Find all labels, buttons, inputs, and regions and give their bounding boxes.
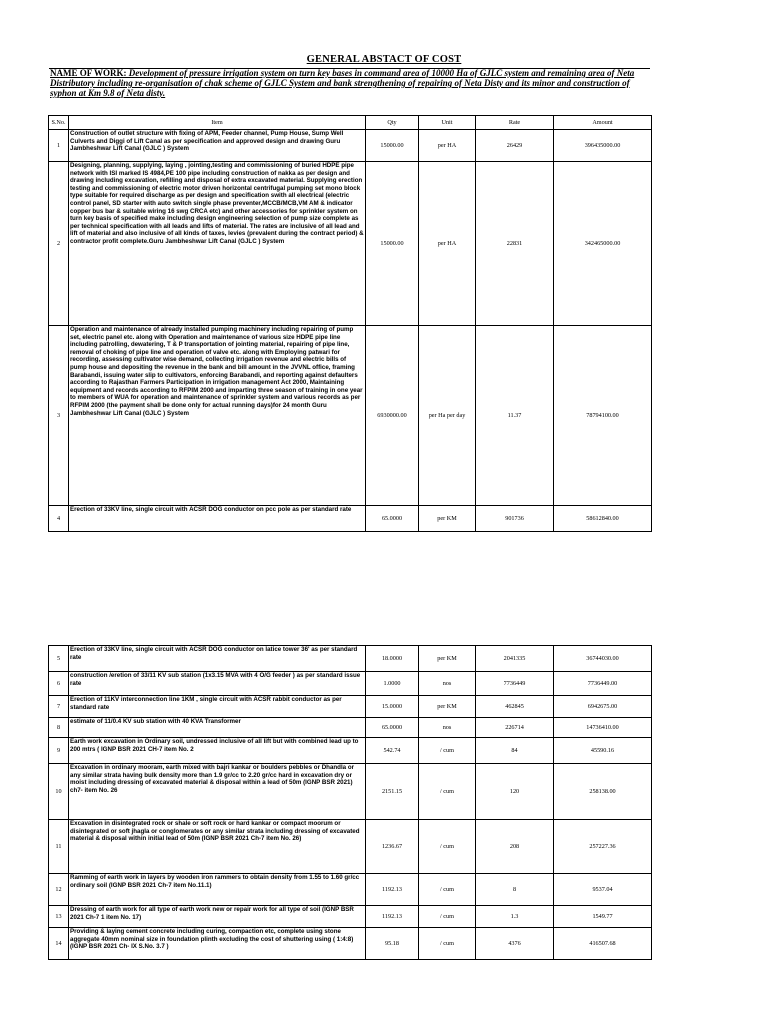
row-unit: / cum (419, 928, 476, 960)
row-unit: per KM (419, 506, 476, 532)
row-unit: / cum (419, 738, 476, 764)
row-sno: 8 (49, 718, 69, 738)
row-sno: 11 (49, 820, 69, 874)
row-qty: 15000.00 (366, 162, 419, 326)
row-rate: 226714 (476, 718, 554, 738)
header-amount: Amount (554, 116, 652, 130)
header-unit: Unit (419, 116, 476, 130)
row-item: Operation and maintenance of already installed pumping machinery including repairing of pump set, electric panel etc. along with Operation and maintenance of various size HDPE pipe line including patrolling, dewatering, T & P transportation of jointing material, repairing of pipe line, removal of choking of pipe line and operation of valve etc. along with Employing patwari for recording, assessing cultivator wise demand, collecting irrigation revenue and electric bills of pump house and depositing the revenue in the bank and bill amount in the JVVNL office, framing Barabandi, issuing water slip to cultivators, enforcing Barabandi, and reporting against defaulters according to Rajasthan Farmers Participation in irrigation management Act 2000, Maintaining equipment and records according to RFPIM 2000 and imparting three season of training in one year to members of WUA for operation and maintenance of sprinkler system and various records as per RFPIM 2000 (the payment shall be done only for actual running days)for 24 month Guru Jambheshwar Lift Canal (GJLC ) System (69, 326, 366, 506)
table-header-row (49, 116, 652, 130)
table-row (49, 906, 652, 928)
row-unit: per HA (419, 130, 476, 162)
row-item: construction /eretion of 33/11 KV sub station (1x3.15 MVA with 4 O/G feeder ) as per standard issue rate (69, 672, 366, 696)
row-unit: per KM (419, 696, 476, 718)
row-amount: 257227.36 (554, 820, 652, 874)
table-row (49, 646, 652, 672)
row-sno: 9 (49, 738, 69, 764)
table-row (49, 696, 652, 718)
row-amount: 1549.77 (554, 906, 652, 928)
row-amount: 6942675.00 (554, 696, 652, 718)
row-rate: 84 (476, 738, 554, 764)
row-amount: 78794100.00 (554, 326, 652, 506)
row-sno: 2 (49, 162, 69, 326)
row-unit: nos (419, 718, 476, 738)
row-item: Erection of 33KV line, single circuit with ACSR DOG conductor on latice tower 36' as per standard rate (69, 646, 366, 672)
cost-table-page-2 (48, 645, 652, 960)
row-unit: / cum (419, 764, 476, 820)
row-unit: nos (419, 672, 476, 696)
row-qty: 65.0000 (366, 718, 419, 738)
row-item: estimate of 11/0.4 KV sub station with 40 KVA Transformer (69, 718, 366, 738)
row-unit: per Ha per day (419, 326, 476, 506)
row-item: Designing, planning, supplying, laying , jointing,testing and commissioning of buried HDPE pipe network with ISI marked IS 4984,PE 100 pipe including construction of nakka as per design and drawing including excavation, refilling and disposal of extra excavated material. Supplying erection testing and commissioning of electric motor driven horizontal centrifugal pumping set mono block type suitable for required discharge as per design and specification swith all electrical (electric control panel, SD starter with auto switch single phase preventer,MCCB/MCB,VM AM & indicator copper bus bar & suitable wiring 16 swg CRCA etc) and other accessories for sprinkler system on turn key basis of specified make including design engineering selection of pump size complete as per technical specification with all leads and lifts of material. The rates are inclusive of all lead and lift of material and also inclusive of all kinds of taxes, levies (prevalent during the contract period) & contractor profit complete.Guru Jambheshwar Lift Canal (GJLC ) System (69, 162, 366, 326)
row-rate: 2041335 (476, 646, 554, 672)
row-amount: 342465000.00 (554, 162, 652, 326)
table-row (49, 738, 652, 764)
row-rate: 1.3 (476, 906, 554, 928)
row-sno: 10 (49, 764, 69, 820)
row-item: Ramming of earth work in layers by wooden iron rammers to obtain density from 1.55 to 1.60 gr/cc ordinary soil (IGNP BSR 2021 Ch-7 item No.11.1) (69, 874, 366, 906)
row-sno: 4 (49, 506, 69, 532)
row-rate: 208 (476, 820, 554, 874)
row-sno: 12 (49, 874, 69, 906)
row-qty: 65.0000 (366, 506, 419, 532)
document-title: GENERAL ABSTACT OF COST (306, 54, 462, 65)
table-row (49, 874, 652, 906)
row-sno: 6 (49, 672, 69, 696)
row-sno: 13 (49, 906, 69, 928)
cost-table-page-1 (48, 115, 652, 532)
table-row (49, 326, 652, 506)
row-qty: 542.74 (366, 738, 419, 764)
table-row (49, 928, 652, 960)
row-unit: per HA (419, 162, 476, 326)
row-item: Excavation in disintegrated rock or shale or soft rock or hard kankar or compact moorum or disintegrated or soft jhagla or conglomerates or any similar strata including dressing of excavated material & disposal within initial lead of 50m (IGNP BSR 2021 Ch-7 item No. 26) (69, 820, 366, 874)
name-of-work (50, 68, 650, 98)
name-of-work-label: NAME OF WORK: (50, 68, 127, 78)
row-amount: 9537.04 (554, 874, 652, 906)
row-sno: 7 (49, 696, 69, 718)
row-amount: 45590.16 (554, 738, 652, 764)
row-qty: 6930000.00 (366, 326, 419, 506)
row-unit: / cum (419, 820, 476, 874)
row-rate: 120 (476, 764, 554, 820)
row-qty: 1192.13 (366, 874, 419, 906)
row-qty: 95.18 (366, 928, 419, 960)
table-row (49, 820, 652, 874)
row-amount: 396435000.00 (554, 130, 652, 162)
row-qty: 15000.00 (366, 130, 419, 162)
row-amount: 258138.00 (554, 764, 652, 820)
row-item: Erection of 33KV line, single circuit with ACSR DOG conductor on pcc pole as per standard rate (69, 506, 366, 532)
table-row (49, 506, 652, 532)
row-amount: 416507.68 (554, 928, 652, 960)
row-sno: 1 (49, 130, 69, 162)
row-rate: 22831 (476, 162, 554, 326)
row-rate: 7736449 (476, 672, 554, 696)
row-amount: 14736410.00 (554, 718, 652, 738)
row-item: Providing & laying cement concrete including curing, compaction etc, complete using stone aggregate 40mm nominal size in foundation plinth excluding the cost of shuttering using ( 1:4:8) (IGNP BSR 2021 Ch- IX S.No. 3.7 ) (69, 928, 366, 960)
row-qty: 15.0000 (366, 696, 419, 718)
row-rate: 462845 (476, 696, 554, 718)
row-qty: 18.0000 (366, 646, 419, 672)
header-item: Item (69, 116, 366, 130)
row-item: Erection of 11KV interconnection line 1KM , single circuit with ACSR rabbit conductor as per standard rate (69, 696, 366, 718)
table-row (49, 162, 652, 326)
table-row (49, 672, 652, 696)
table-row (49, 130, 652, 162)
row-amount: 36744030.00 (554, 646, 652, 672)
row-amount: 58612840.00 (554, 506, 652, 532)
row-rate: 11.37 (476, 326, 554, 506)
row-qty: 1236.67 (366, 820, 419, 874)
row-sno: 5 (49, 646, 69, 672)
row-rate: 901736 (476, 506, 554, 532)
table-row (49, 764, 652, 820)
row-item: Construction of outlet structure with fixing of APM, Feeder channel, Pump House, Sump Well Culverts and Diggi of Lift Canal as per specification and approved design and drawing Guru Jambheshwar Lift Canal (GJLC ) System (69, 130, 366, 162)
row-rate: 4376 (476, 928, 554, 960)
row-qty: 2151.15 (366, 764, 419, 820)
row-item: Earth work excavation in Ordinary soil, undressed inclusive of all lift but with combined lead up to 200 mtrs ( IGNP BSR 2021 CH-7 item No. 2 (69, 738, 366, 764)
table-row (49, 718, 652, 738)
row-rate: 26429 (476, 130, 554, 162)
header-sno: S.No. (49, 116, 69, 130)
row-rate: 8 (476, 874, 554, 906)
name-of-work-text: Development of pressure irrigation system on turn key bases in command area of 10000 Ha of GJLC system and remaining area of Neta Distributory including re-organisation of chak scheme of GJLC System and bank strengthening of repairing of Neta Disty and its minor and construction of syphon at Km 9.8 of Neta disty. (50, 68, 635, 98)
row-unit: / cum (419, 906, 476, 928)
row-qty: 1.0000 (366, 672, 419, 696)
row-unit: per KM (419, 646, 476, 672)
row-sno: 14 (49, 928, 69, 960)
row-item: Dressing of earth work for all type of earth work new or repair work for all type of soil (IGNP BSR 2021 Ch-7 1 item No. 17) (69, 906, 366, 928)
row-unit: / cum (419, 874, 476, 906)
header-rate: Rate (476, 116, 554, 130)
header-qty: Qty (366, 116, 419, 130)
row-qty: 1192.13 (366, 906, 419, 928)
row-amount: 7736449.00 (554, 672, 652, 696)
row-item: Excavation in ordinary mooram, earth mixed with bajri kankar or boulders pebbles or Dhandla or any similar strata having bulk density more than 1.9 gr/cc to 2.20 gr/cc hard in excavation dry or moist including dressing of excavated material & disposal within a lead of 50m (IGNP BSR 2021) ch7- item No. 26 (69, 764, 366, 820)
row-sno: 3 (49, 326, 69, 506)
